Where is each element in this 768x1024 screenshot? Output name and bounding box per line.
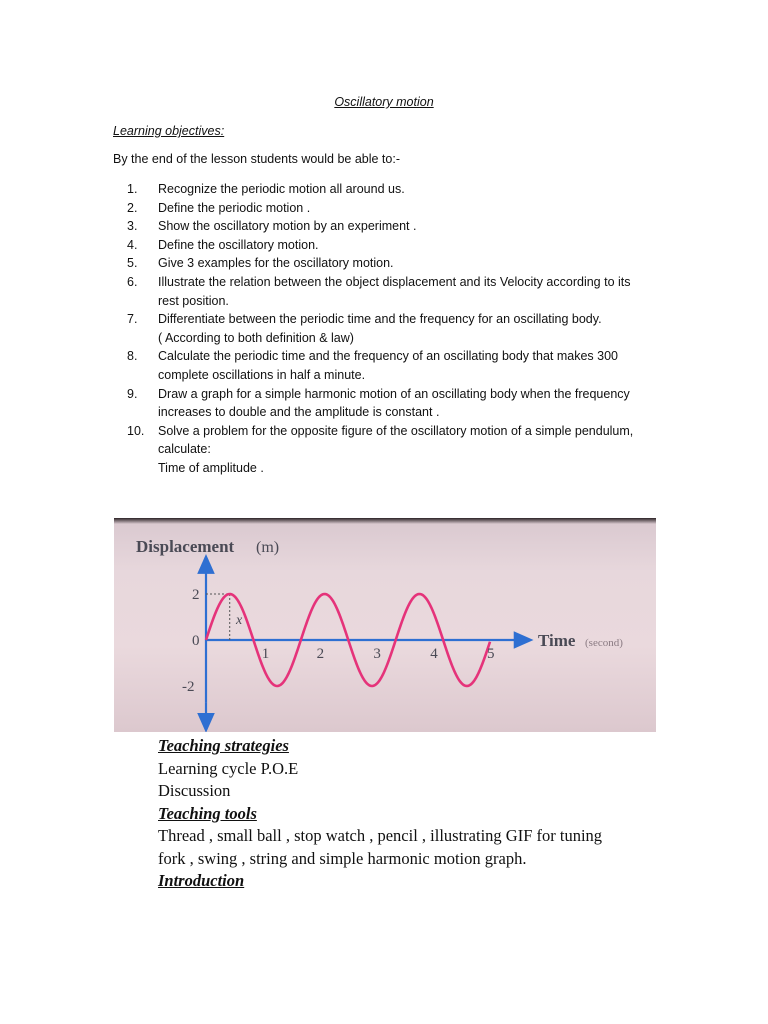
objective-item (113, 180, 653, 199)
objective-item (113, 273, 653, 310)
tools-line: fork , swing , string and simple harmonic motion graph. (158, 848, 527, 868)
objective-item (113, 385, 653, 422)
x-tick-label: 4 (430, 646, 438, 662)
objective-text: Draw a graph for a simple harmonic motion of an oscillating body when the frequency (158, 386, 630, 401)
objective-text: Solve a problem for the opposite figure of the oscillatory motion of a simple pendulum, (158, 423, 634, 438)
y-tick-label: 2 (192, 587, 200, 603)
document-title: Oscillatory motion (334, 95, 434, 109)
objective-text: Define the oscillatory motion. (158, 237, 319, 252)
objective-text: calculate: (158, 442, 211, 457)
strategy-item: Discussion (158, 781, 231, 800)
objective-item (113, 217, 653, 236)
y-tick-label: -2 (182, 679, 195, 695)
point-x-label: x (236, 613, 243, 628)
displacement-graph (114, 518, 656, 732)
objectives-list (113, 180, 653, 478)
objective-text: rest position. (158, 293, 229, 308)
chart-marks (182, 561, 527, 727)
displacement-time-figure (114, 518, 656, 732)
tools-line: Thread , small ball , stop watch , pencil , illustrating GIF for tuning (158, 826, 603, 845)
objective-item (113, 236, 653, 255)
objective-text: Calculate the periodic time and the frequency of an oscillating body that makes 300 (158, 349, 618, 364)
objective-text: increases to double and the amplitude is constant . (158, 405, 440, 420)
objective-item (113, 254, 653, 273)
objective-number: 3. (127, 219, 138, 234)
objective-item (113, 310, 653, 347)
objective-number: 2. (127, 200, 138, 215)
objectives-intro: By the end of the lesson students would be able to:- (113, 152, 400, 166)
objective-number: 1. (127, 182, 138, 196)
teaching-strategies-heading: Teaching strategies (158, 736, 289, 755)
objective-text: Differentiate between the periodic time and the frequency for an oscillating body. (158, 312, 602, 327)
objective-text: Illustrate the relation between the object displacement and its Velocity according to its (158, 274, 631, 289)
objectives-heading: Learning objectives: (113, 124, 225, 138)
y-axis-title: Displacement (136, 537, 235, 556)
objective-text: Time of amplitude . (158, 460, 264, 475)
x-tick-label: 1 (261, 646, 270, 662)
objective-text: Recognize the periodic motion all around us. (158, 182, 405, 196)
objective-text: Define the periodic motion . (158, 200, 311, 215)
objective-item (113, 199, 653, 218)
objective-text: Give 3 examples for the oscillatory motion. (158, 256, 394, 271)
teaching-notes (158, 735, 638, 893)
objective-number: 6. (127, 274, 138, 289)
introduction-heading: Introduction (158, 871, 245, 890)
objective-number: 4. (127, 237, 138, 252)
objective-number: 7. (127, 312, 138, 327)
y-axis-unit: (m) (256, 539, 280, 556)
objective-item (113, 422, 653, 478)
objective-text: Show the oscillatory motion by an experiment . (158, 219, 417, 234)
objective-number: 10. (127, 423, 145, 438)
x-tick-label: 5 (487, 646, 495, 662)
objective-number: 9. (127, 386, 138, 401)
teaching-tools-heading: Teaching tools (158, 803, 257, 823)
x-axis-title: Time (538, 631, 576, 650)
y-tick-label: 0 (192, 633, 200, 649)
x-tick-label: 3 (373, 646, 381, 662)
objective-text: complete oscillations in half a minute. (158, 367, 366, 382)
x-tick-label: 2 (316, 646, 325, 662)
objective-text: ( According to both definition & law) (158, 330, 354, 345)
x-axis-unit: (second) (585, 637, 623, 649)
objective-item (113, 347, 653, 384)
objective-number: 8. (127, 349, 138, 364)
strategy-item: Learning cycle P.O.E (158, 758, 299, 778)
objective-number: 5. (127, 256, 138, 271)
